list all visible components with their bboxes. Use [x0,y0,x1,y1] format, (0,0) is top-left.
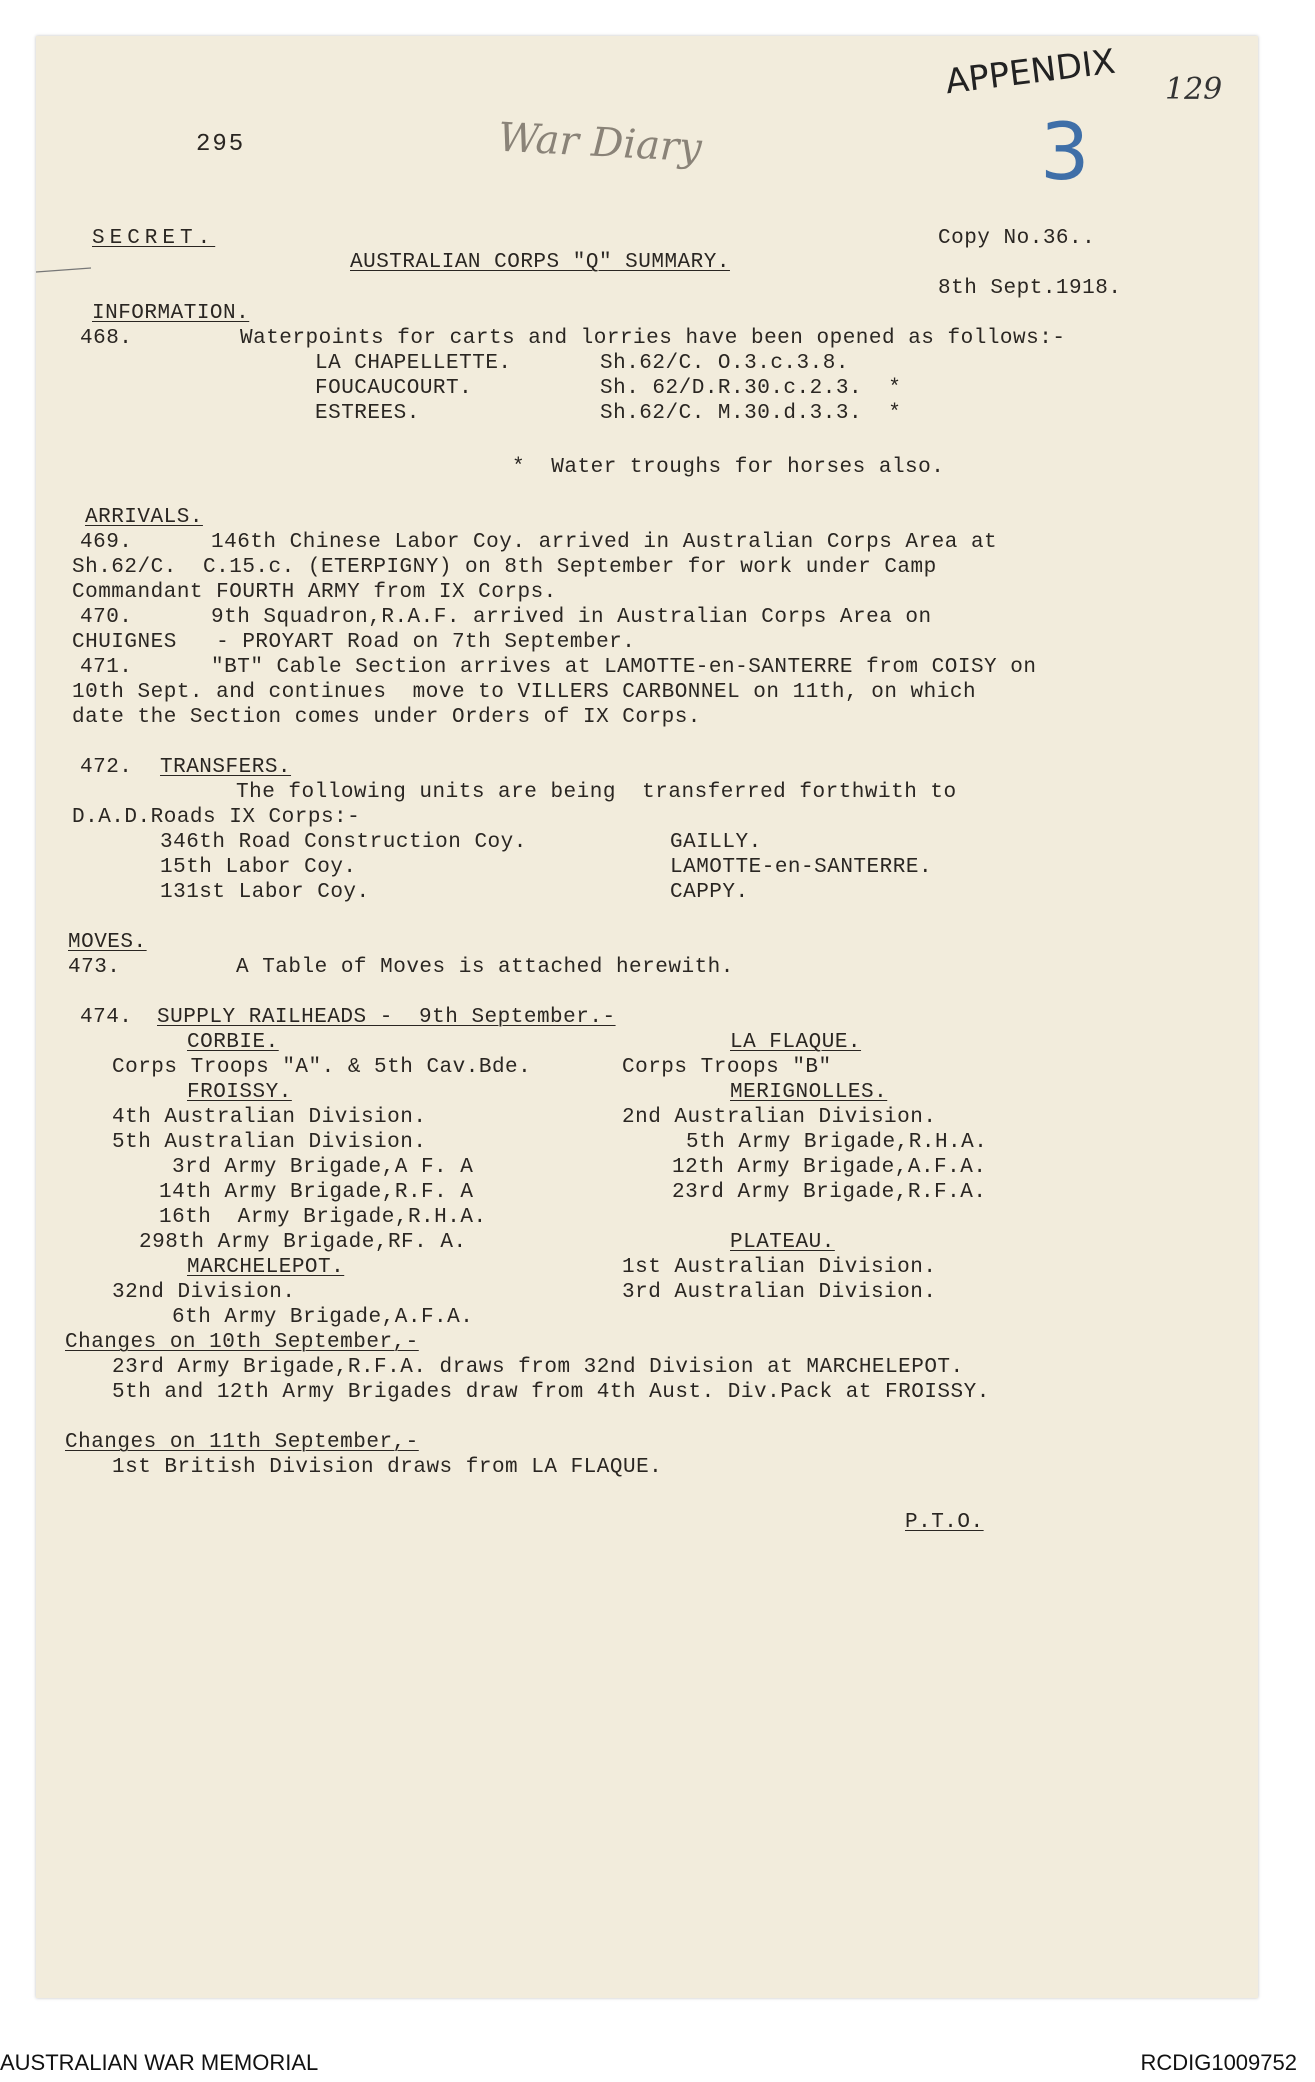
transfer-unit: 131st Labor Coy. [160,881,370,904]
document-date: 8th Sept.1918. [938,277,1122,300]
margin-pencil-mark [36,250,96,290]
arrivals-line: 471. "BT" Cable Section arrives at LAMOTTE-en-SANTERRE from COISY on [80,656,1037,679]
railhead-unit: Corps Troops "A". & 5th Cav.Bde. [112,1056,532,1079]
document-title: AUSTRALIAN CORPS "Q" SUMMARY. [350,251,730,274]
footer-record-id: RCDIG1009752 [1140,2050,1297,2075]
transfer-unit: 346th Road Construction Coy. [160,831,527,854]
railhead-corbie: CORBIE. [187,1031,279,1054]
railhead-unit: 32nd Division. [112,1281,296,1304]
railhead-unit: 5th Army Brigade,R.H.A. [686,1131,988,1154]
changes-line: 1st British Division draws from LA FLAQUE. [112,1456,663,1479]
railhead-la-flaque: LA FLAQUE. [730,1031,862,1054]
transfers-number: 472. [80,756,133,779]
appendix-stamp: APPENDIX [943,41,1118,103]
folio-number: 129 [1165,72,1223,107]
page-number: 295 [196,131,246,158]
railhead-plateau: PLATEAU. [730,1231,835,1254]
paragraph-text: Waterpoints for carts and lorries have been opened as follows:- [240,327,1066,350]
arrivals-line: date the Section comes under Orders of IX Corps. [72,706,701,729]
waterpoint-place: ESTREES. [315,402,420,425]
arrivals-line: Commandant FOURTH ARMY from IX Corps. [72,581,557,604]
arrivals-line: 469. 146th Chinese Labor Coy. arrived in Australian Corps Area at [80,531,998,554]
changes-line: 5th and 12th Army Brigades draw from 4th Aust. Div.Pack at FROISSY. [112,1381,990,1404]
railhead-unit: 23rd Army Brigade,R.F.A. [672,1181,987,1204]
supply-heading: SUPPLY RAILHEADS - 9th September.- [157,1006,616,1029]
waterpoint-ref: Sh. 62/D.R.30.c.2.3. * [600,377,902,400]
waterpoint-ref: Sh.62/C. M.30.d.3.3. * [600,402,902,425]
water-troughs-note: * Water troughs for horses also. [512,456,945,479]
arrivals-line: CHUIGNES - PROYART Road on 7th September. [72,631,636,654]
railhead-unit: 14th Army Brigade,R.F. A [159,1181,474,1204]
railhead-marchelepot: MARCHELEPOT. [187,1256,345,1279]
transfer-place: LAMOTTE-en-SANTERRE. [670,856,933,879]
railhead-unit: 1st Australian Division. [622,1256,937,1279]
railhead-unit: 298th Army Brigade,RF. A. [139,1231,467,1254]
appendix-number: 3 [1040,108,1090,198]
war-diary-annotation: War Diary [496,114,703,172]
transfer-place: CAPPY. [670,881,749,904]
railhead-unit: 5th Australian Division. [112,1131,427,1154]
waterpoint-place: FOUCAUCOURT. [315,377,473,400]
changes-10-heading: Changes on 10th September,- [65,1331,419,1354]
transfer-unit: 15th Labor Coy. [160,856,357,879]
railhead-unit: 3rd Army Brigade,A F. A [172,1156,474,1179]
railhead-unit: 2nd Australian Division. [622,1106,937,1129]
transfers-heading: TRANSFERS. [160,756,292,779]
railhead-unit: 12th Army Brigade,A.F.A. [672,1156,987,1179]
arrivals-heading: ARRIVALS. [85,506,203,529]
transfers-intro: D.A.D.Roads IX Corps:- [72,806,361,829]
railhead-unit: Corps Troops "B" [622,1056,832,1079]
moves-text: A Table of Moves is attached herewith. [236,956,734,979]
railhead-unit: 16th Army Brigade,R.H.A. [159,1206,487,1229]
moves-heading: MOVES. [68,931,147,954]
changes-line: 23rd Army Brigade,R.F.A. draws from 32nd Division at MARCHELEPOT. [112,1356,964,1379]
arrivals-line: 470. 9th Squadron,R.A.F. arrived in Australian Corps Area on [80,606,932,629]
railhead-unit: 3rd Australian Division. [622,1281,937,1304]
transfer-place: GAILLY. [670,831,762,854]
footer-institution: AUSTRALIAN WAR MEMORIAL [0,2050,319,2075]
changes-11-heading: Changes on 11th September,- [65,1431,419,1454]
transfers-intro: The following units are being transferred forthwith to [236,781,957,804]
waterpoint-ref: Sh.62/C. O.3.c.3.8. [600,352,849,375]
supply-number: 474. [80,1006,133,1029]
railhead-merignolles: MERIGNOLLES. [730,1081,888,1104]
arrivals-line: 10th Sept. and continues move to VILLERS CARBONNEL on 11th, on which [72,681,977,704]
moves-number: 473. [68,956,121,979]
railhead-unit: 4th Australian Division. [112,1106,427,1129]
copy-number: Copy No.36.. [938,227,1096,250]
railhead-unit: 6th Army Brigade,A.F.A. [172,1306,474,1329]
arrivals-line: Sh.62/C. C.15.c. (ETERPIGNY) on 8th September for work under Camp [72,556,937,579]
railhead-froissy: FROISSY. [187,1081,292,1104]
secret-label: SECRET. [92,227,216,250]
pto-label: P.T.O. [905,1511,984,1534]
waterpoint-place: LA CHAPELLETTE. [315,352,512,375]
paragraph-number: 468. [80,327,133,350]
information-heading: INFORMATION. [92,302,250,325]
